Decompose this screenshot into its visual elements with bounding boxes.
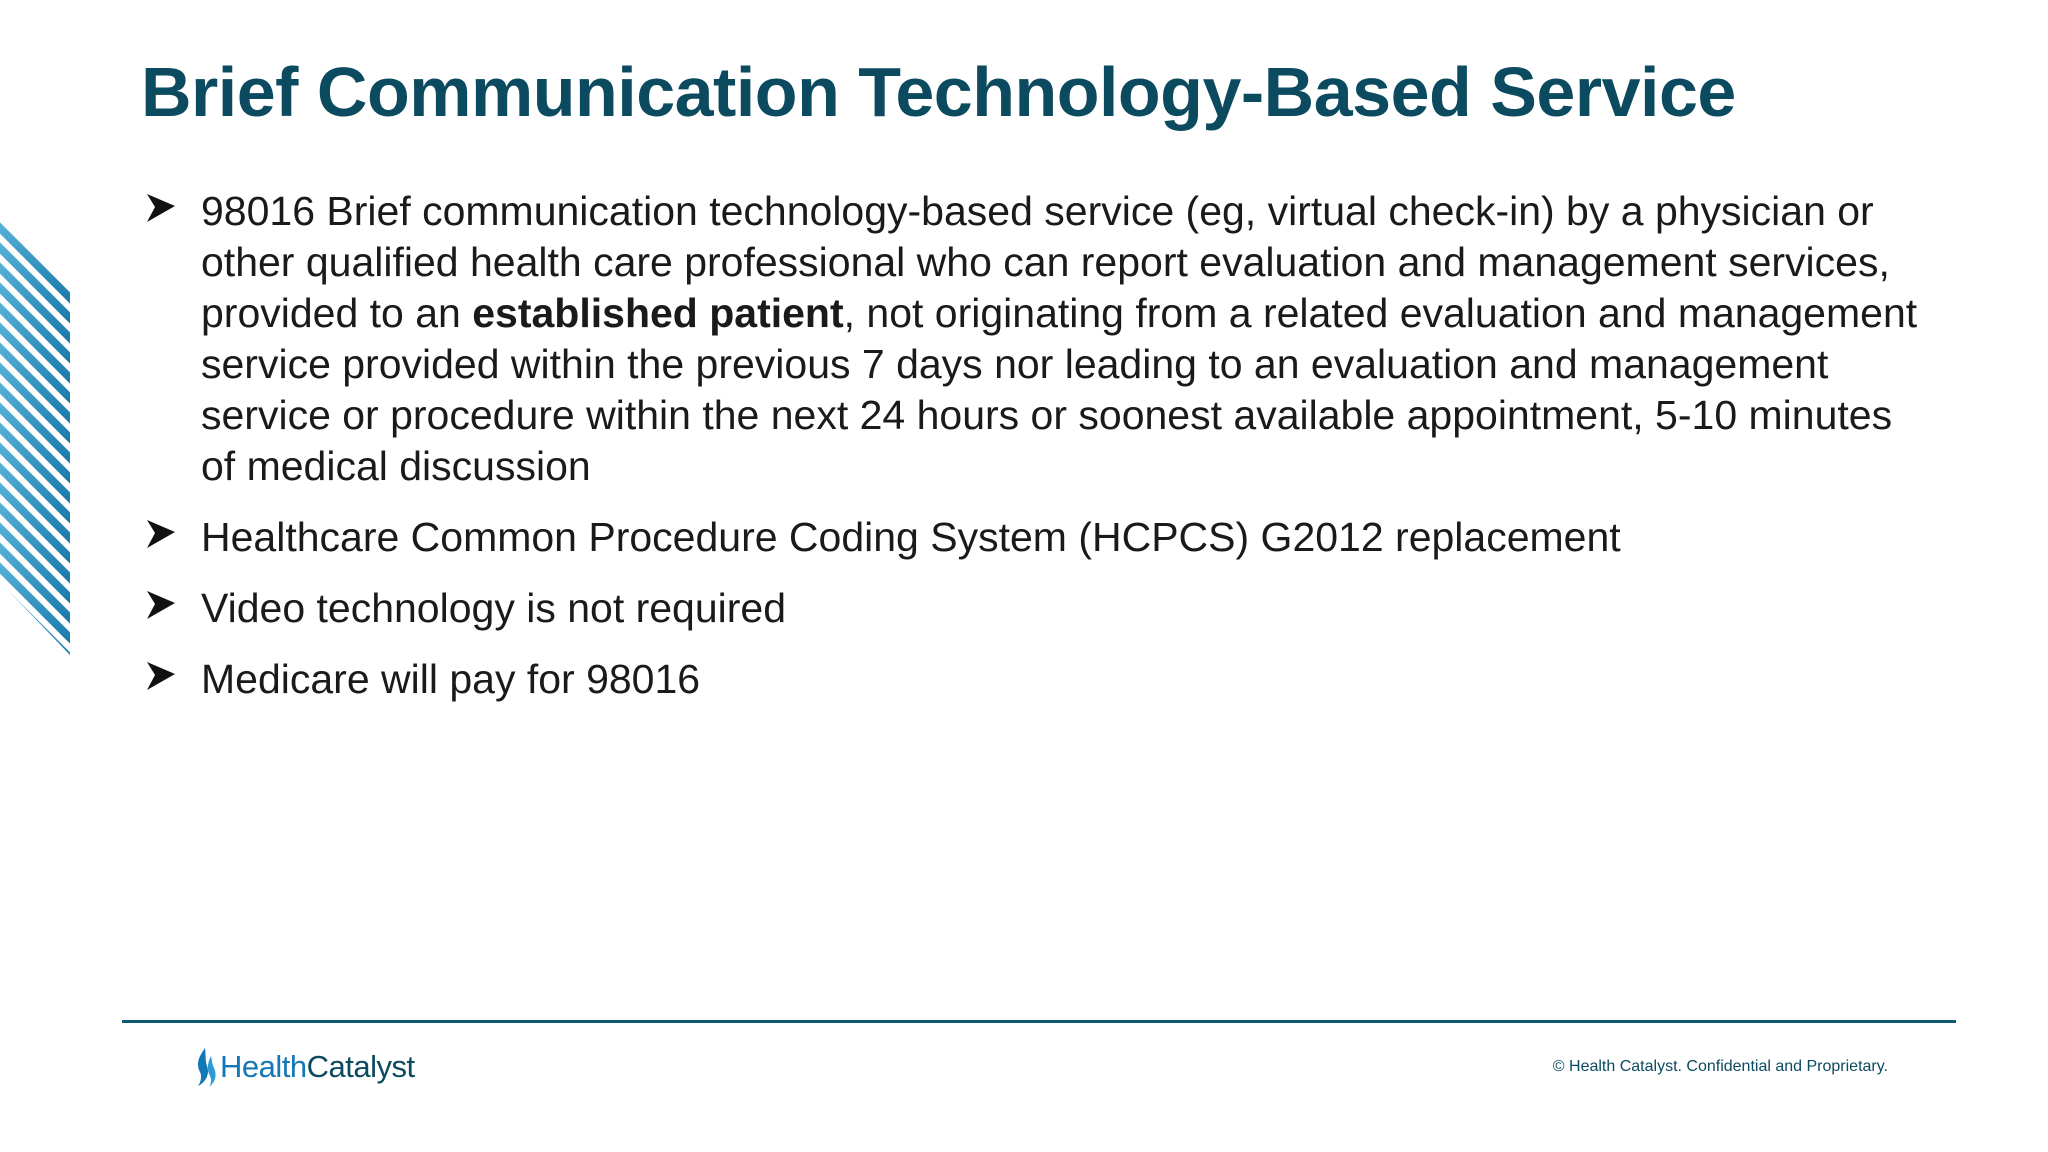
health-catalyst-logo <box>192 1044 415 1090</box>
footer-divider <box>122 1020 1956 1023</box>
arrowhead-bullet-icon <box>145 660 177 692</box>
bullet-text: Video technology is not required <box>201 585 787 631</box>
bullet-text-bold: established patient <box>472 290 844 336</box>
bullet-text: Medicare will pay for 98016 <box>201 656 701 702</box>
bullet-list <box>141 186 1921 725</box>
bullet-text-part: , not originating from a related evaluation and management service provided within the previous 7 days nor leading to an evaluation and management service or procedure within the next 24 hours or soonest available appointment, 5-10 minutes of medical discussion <box>201 290 1918 489</box>
flame-logo-icon <box>192 1046 218 1088</box>
bullet-item <box>141 186 1921 492</box>
bullet-text-part: 98016 Brief communication technology-based service (eg, virtual check-in) by a physician or other qualified health care professional who can report evaluation and management services, provided to an <box>201 188 1890 336</box>
bullet-text <box>201 186 1921 492</box>
bullet-item <box>141 583 1921 634</box>
bullet-item <box>141 512 1921 563</box>
copyright-notice: © Health Catalyst. Confidential and Proprietary. <box>1552 1058 1888 1075</box>
arrowhead-bullet-icon <box>145 518 177 550</box>
bullet-item <box>141 654 1921 705</box>
arrowhead-bullet-icon <box>145 589 177 621</box>
logo-text-catalyst: Catalyst <box>306 1049 415 1084</box>
decorative-stripes <box>0 218 70 655</box>
slide-title: Brief Communication Technology-Based Service <box>141 53 1736 131</box>
logo-text-health: Health <box>220 1049 307 1084</box>
arrowhead-bullet-icon <box>145 192 177 224</box>
bullet-text: Healthcare Common Procedure Coding System (HCPCS) G2012 replacement <box>201 514 1621 560</box>
